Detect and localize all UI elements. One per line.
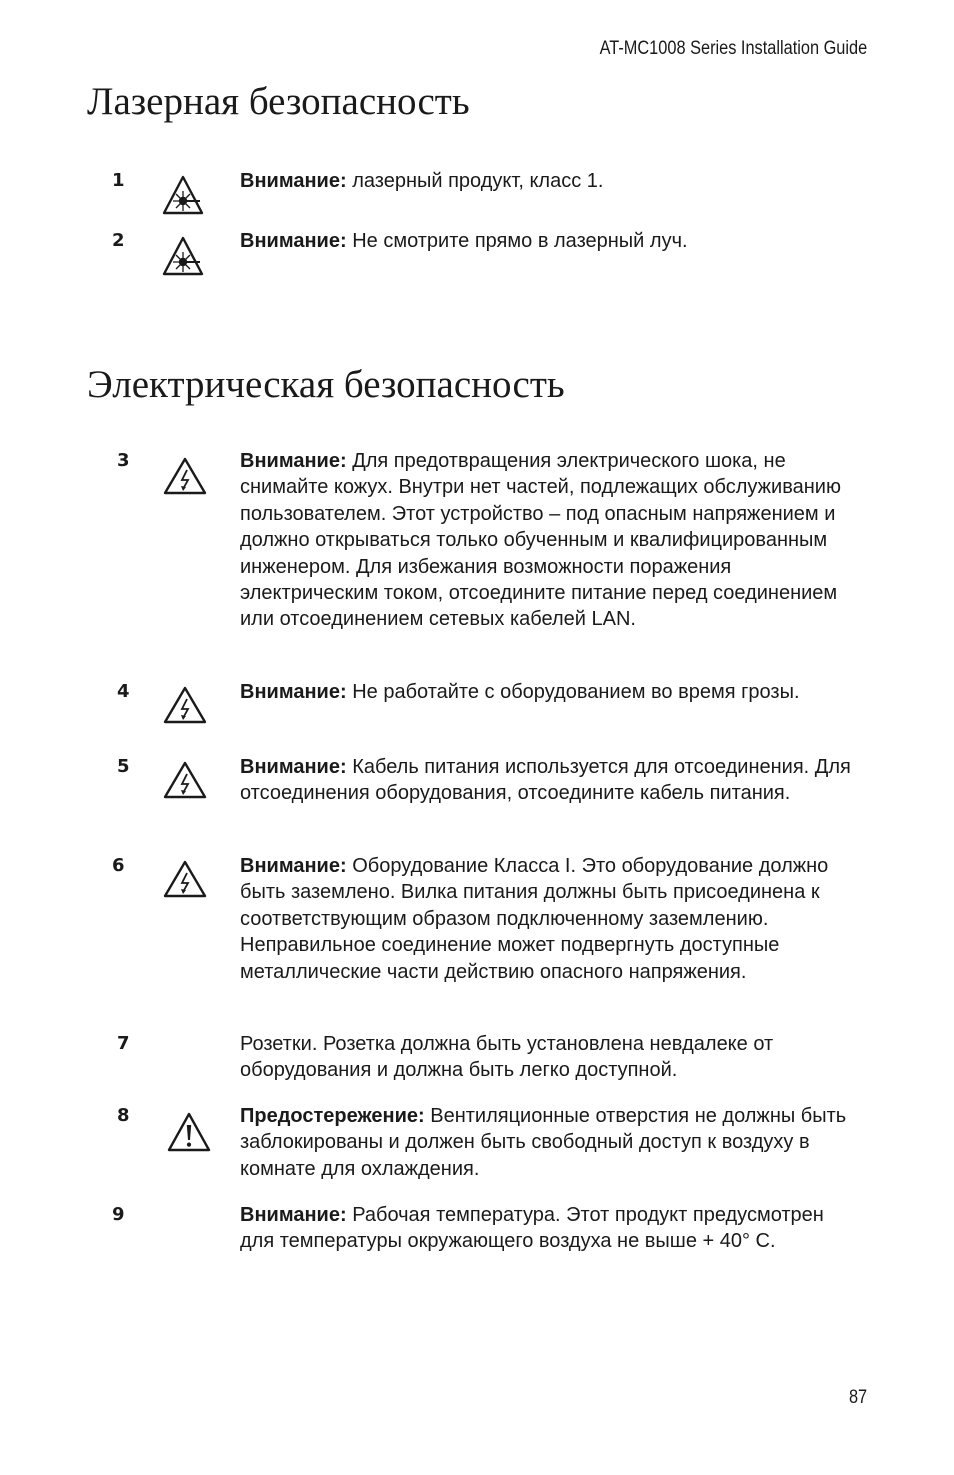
item-number: 8 [117,1105,130,1126]
warning-text: Рабочая температура. Этот продукт предусмотрен для температуры окружающего воздуха не выше + 40° С. [240,1204,824,1253]
caution-label: Предостережение: [240,1105,425,1127]
warning-text: Не смотрите прямо в лазерный луч. [346,230,688,252]
electrical-hazard-icon [162,859,208,899]
warning-label: Внимание: [240,756,347,778]
laser-warning-icon [161,174,205,216]
warning-label: Внимание: [240,681,347,703]
item-text [240,754,855,807]
item-number: 1 [112,170,125,191]
item-number: 2 [112,230,125,251]
warning-text: Оборудование Класса I. Это оборудование должно быть заземлено. Вилка питания должны быть присоединена к соответствующим образом подключенному заземлению. Неправильное соединение может подвергнуть доступные металлические части действию опасного напряжения. [240,855,829,983]
running-head: AT-MC1008 Series Installation Guide [599,38,867,59]
section-title-electrical-safety: Электрическая безопасность [87,363,565,406]
electrical-hazard-icon [162,456,208,496]
warning-label: Внимание: [240,170,347,192]
warning-label: Внимание: [240,230,347,252]
item-text [240,448,855,633]
caution-icon [166,1111,212,1153]
item-number: 4 [117,681,130,702]
warning-text: Не работайте с оборудованием во время грозы. [346,681,800,703]
warning-text: Для предотвращения электрического шока, не снимайте кожух. Внутри нет частей, подлежащих обслуживанию пользователем. Этот устройство – под опасным напряжением и должно открываться только обученным и квалифицированным инженером. Для избежания возможности поражения электрическим током, отсоедините питание перед соединением или отсоединением сетевых кабелей LAN. [240,450,841,631]
warning-label: Внимание: [240,855,347,877]
page-number: 87 [848,1387,867,1408]
item-text [240,168,855,194]
electrical-hazard-icon [162,685,208,725]
item-text [240,853,855,985]
item-number: 9 [112,1204,125,1225]
electrical-hazard-icon [162,760,208,800]
item-number: 7 [117,1033,130,1054]
warning-text: Розетки. Розетка должна быть установлена невдалеке от оборудования и должна быть легко доступной. [240,1033,774,1082]
caution-text: Вентиляционные отверстия не должны быть заблокированы и должен быть свободный доступ к воздуху в комнате для охлаждения. [240,1105,847,1180]
item-number: 6 [112,855,125,876]
warning-text: лазерный продукт, класс 1. [346,170,604,192]
item-number: 3 [117,450,130,471]
section-title-laser-safety: Лазерная безопасность [87,80,470,123]
laser-warning-icon [161,235,205,277]
item-text [240,1202,855,1255]
item-number: 5 [117,756,130,777]
item-text [240,1031,855,1084]
warning-label: Внимание: [240,450,347,472]
warning-text: Кабель питания используется для отсоединения. Для отсоединения оборудования, отсоедините кабель питания. [240,756,851,805]
warning-label: Внимание: [240,1204,347,1226]
item-text [240,228,855,254]
item-text [240,679,855,705]
item-text [240,1103,855,1182]
